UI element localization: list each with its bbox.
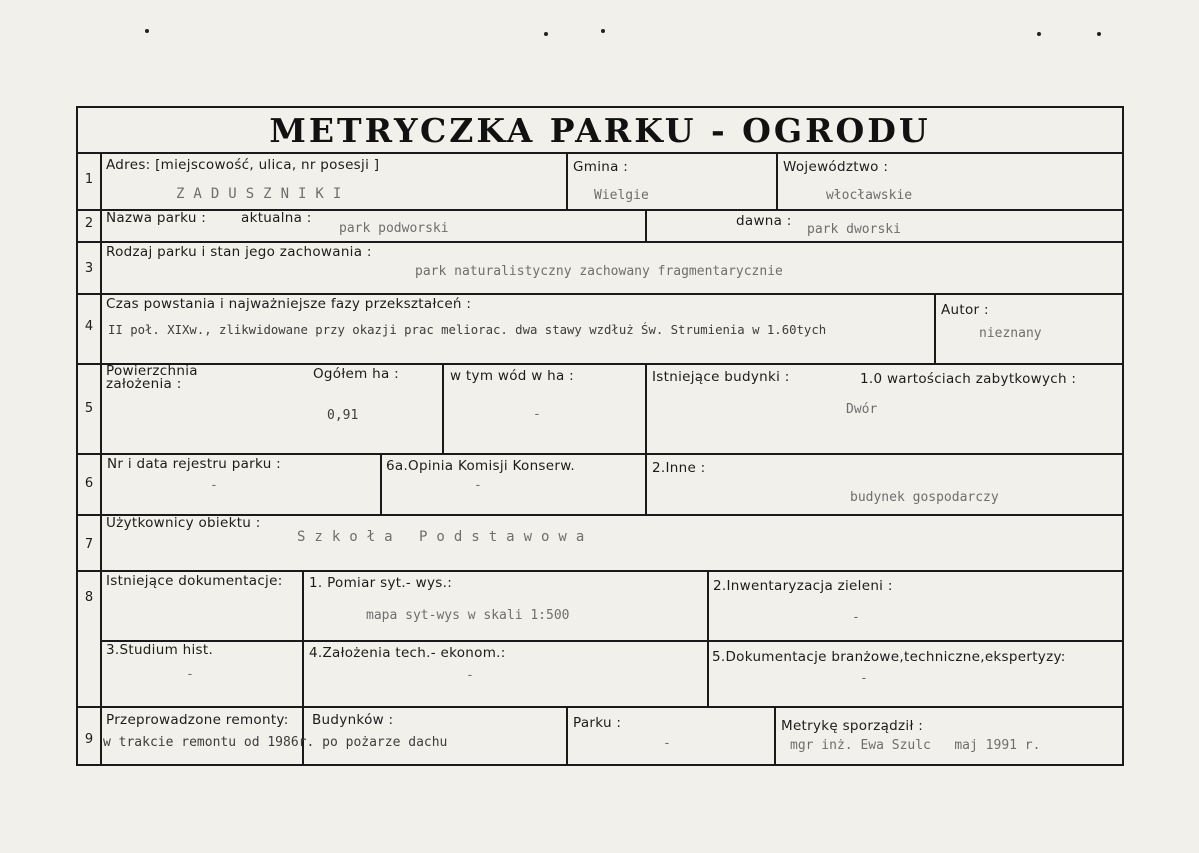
author-label: Autor : xyxy=(941,302,989,318)
tech-econ-value[interactable]: - xyxy=(466,668,474,683)
conservator-opinion-label: 6a.Opinia Komisji Konserw. xyxy=(386,458,575,474)
paper-speck xyxy=(1097,32,1101,36)
row-number: 1 xyxy=(84,172,94,187)
form-frame xyxy=(76,106,1124,766)
greenery-inventory-label: 2.Inwentaryzacja zieleni : xyxy=(713,578,893,594)
park-type-label: Rodzaj parku i stan jego zachowania : xyxy=(106,244,372,260)
history-phases-label: Czas powstania i najważniejsze fazy przekształceń : xyxy=(106,296,472,312)
wojewodztwo-label: Województwo : xyxy=(783,159,889,175)
buildings-repairs-label: Budynków : xyxy=(312,712,394,728)
total-area-value[interactable]: 0,91 xyxy=(327,408,359,423)
author-value[interactable]: nieznany xyxy=(979,326,1042,341)
conservator-opinion-value[interactable]: - xyxy=(474,478,482,493)
prepared-by-label: Metrykę sporządził : xyxy=(781,718,924,734)
row-number: 7 xyxy=(84,537,94,552)
row-number: 6 xyxy=(84,476,94,491)
branch-docs-value[interactable]: - xyxy=(860,671,868,686)
current-name-label: aktualna : xyxy=(241,210,312,226)
other-buildings-label: 2.Inne : xyxy=(652,460,706,476)
row-number: 2 xyxy=(84,216,94,231)
water-area-label: w tym wód w ha : xyxy=(450,368,575,384)
area-label: Powierzchnia xyxy=(106,363,198,379)
historical-study-value[interactable]: - xyxy=(186,667,194,682)
registry-value[interactable]: - xyxy=(210,478,218,493)
park-type-value[interactable]: park naturalistyczny zachowany fragmentarycznie xyxy=(415,264,783,279)
repairs-value[interactable]: w trakcie remontu od 1986r. po pożarze dachu xyxy=(103,735,448,750)
existing-buildings-label: Istniejące budynki : xyxy=(652,369,790,385)
former-name-value[interactable]: park dworski xyxy=(807,222,901,237)
paper-speck xyxy=(601,29,605,33)
paper-speck xyxy=(1037,32,1041,36)
row-number: 9 xyxy=(84,732,94,747)
historical-study-label: 3.Studium hist. xyxy=(106,642,214,658)
users-value[interactable]: Szkoła Podstawowa xyxy=(297,529,594,545)
users-label: Użytkownicy obiektu : xyxy=(106,515,261,531)
wojewodztwo-value[interactable]: włocławskie xyxy=(826,188,913,203)
park-name-label: Nazwa parku : xyxy=(106,210,207,226)
address-value[interactable]: ZADUSZNIKI xyxy=(176,186,351,202)
history-phases-value[interactable]: II poł. XIXw., zlikwidowane przy okazji prac meliorac. dwa stawy wzdłuż Św. Strumienia w 1.60tych xyxy=(108,323,827,337)
greenery-inventory-value[interactable]: - xyxy=(852,610,860,625)
total-area-label: Ogółem ha : xyxy=(313,366,400,382)
branch-docs-label: 5.Dokumentacje branżowe,techniczne,ekspertyzy: xyxy=(712,649,1066,665)
paper-speck xyxy=(145,29,149,33)
registry-label: Nr i data rejestru parku : xyxy=(107,456,282,472)
address-label: Adres: [miejscowość, ulica, nr posesji ] xyxy=(106,157,380,173)
park-repairs-value[interactable]: - xyxy=(663,736,671,751)
gmina-label: Gmina : xyxy=(573,159,629,175)
former-name-label: dawna : xyxy=(736,213,792,229)
park-repairs-label: Parku : xyxy=(573,715,622,731)
row-number: 8 xyxy=(84,590,94,605)
survey-label: 1. Pomiar syt.- wys.: xyxy=(309,575,453,591)
row-number: 3 xyxy=(84,261,94,276)
documentation-label: Istniejące dokumentacje: xyxy=(106,573,283,589)
tech-econ-label: 4.Założenia tech.- ekonom.: xyxy=(309,645,506,661)
paper-speck xyxy=(544,32,548,36)
row-number: 4 xyxy=(84,319,94,334)
heritage-buildings-value[interactable]: Dwór xyxy=(846,402,878,417)
form-title: METRYCZKA PARKU - OGRODU xyxy=(269,111,931,150)
row-number: 5 xyxy=(84,401,94,416)
other-buildings-value[interactable]: budynek gospodarczy xyxy=(850,490,999,505)
gmina-value[interactable]: Wielgie xyxy=(594,188,649,203)
heritage-buildings-label: 1.0 wartościach zabytkowych : xyxy=(860,371,1077,387)
prepared-by-value[interactable]: mgr inż. Ewa Szulc maj 1991 r. xyxy=(790,738,1041,753)
water-area-value[interactable]: - xyxy=(533,407,541,422)
survey-value[interactable]: mapa syt-wys w skali 1:500 xyxy=(366,608,570,623)
repairs-label: Przeprowadzone remonty: xyxy=(106,712,289,728)
area-label-continued: założenia : xyxy=(106,376,182,392)
current-name-value[interactable]: park podworski xyxy=(339,221,449,236)
